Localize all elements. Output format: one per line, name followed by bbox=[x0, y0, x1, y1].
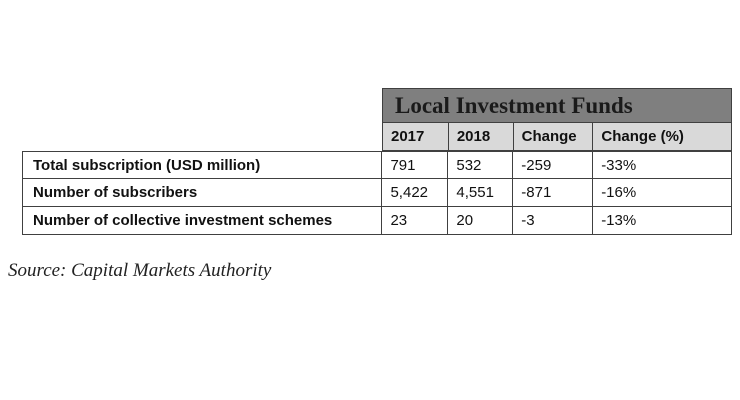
table-cell: 20 bbox=[447, 207, 513, 235]
table-cell: 791 bbox=[381, 151, 448, 179]
column-header-row bbox=[382, 123, 732, 151]
column-header-change: Change bbox=[513, 123, 594, 151]
table-cell: 23 bbox=[381, 207, 448, 235]
table-title: Local Investment Funds bbox=[382, 88, 732, 123]
table-cell: -3 bbox=[512, 207, 593, 235]
row-label: Number of subscribers bbox=[22, 179, 382, 207]
row-label: Number of collective investment schemes bbox=[22, 207, 382, 235]
investment-funds-table bbox=[22, 88, 734, 235]
table-row bbox=[22, 151, 732, 179]
table-cell: -16% bbox=[592, 179, 732, 207]
column-header-change-pct: Change (%) bbox=[592, 123, 732, 151]
table-cell: -871 bbox=[512, 179, 593, 207]
table-cell: 5,422 bbox=[381, 179, 448, 207]
table-body bbox=[22, 151, 732, 235]
column-header-2018: 2018 bbox=[448, 123, 514, 151]
table-cell: 4,551 bbox=[447, 179, 513, 207]
table-cell: 532 bbox=[447, 151, 513, 179]
table-cell: -259 bbox=[512, 151, 593, 179]
table-row bbox=[22, 179, 732, 207]
column-header-2017: 2017 bbox=[382, 123, 449, 151]
table-cell: -13% bbox=[592, 207, 732, 235]
row-label: Total subscription (USD million) bbox=[22, 151, 382, 179]
source-note: Source: Capital Markets Authority bbox=[8, 260, 272, 281]
table-row bbox=[22, 207, 732, 235]
table-cell: -33% bbox=[592, 151, 732, 179]
